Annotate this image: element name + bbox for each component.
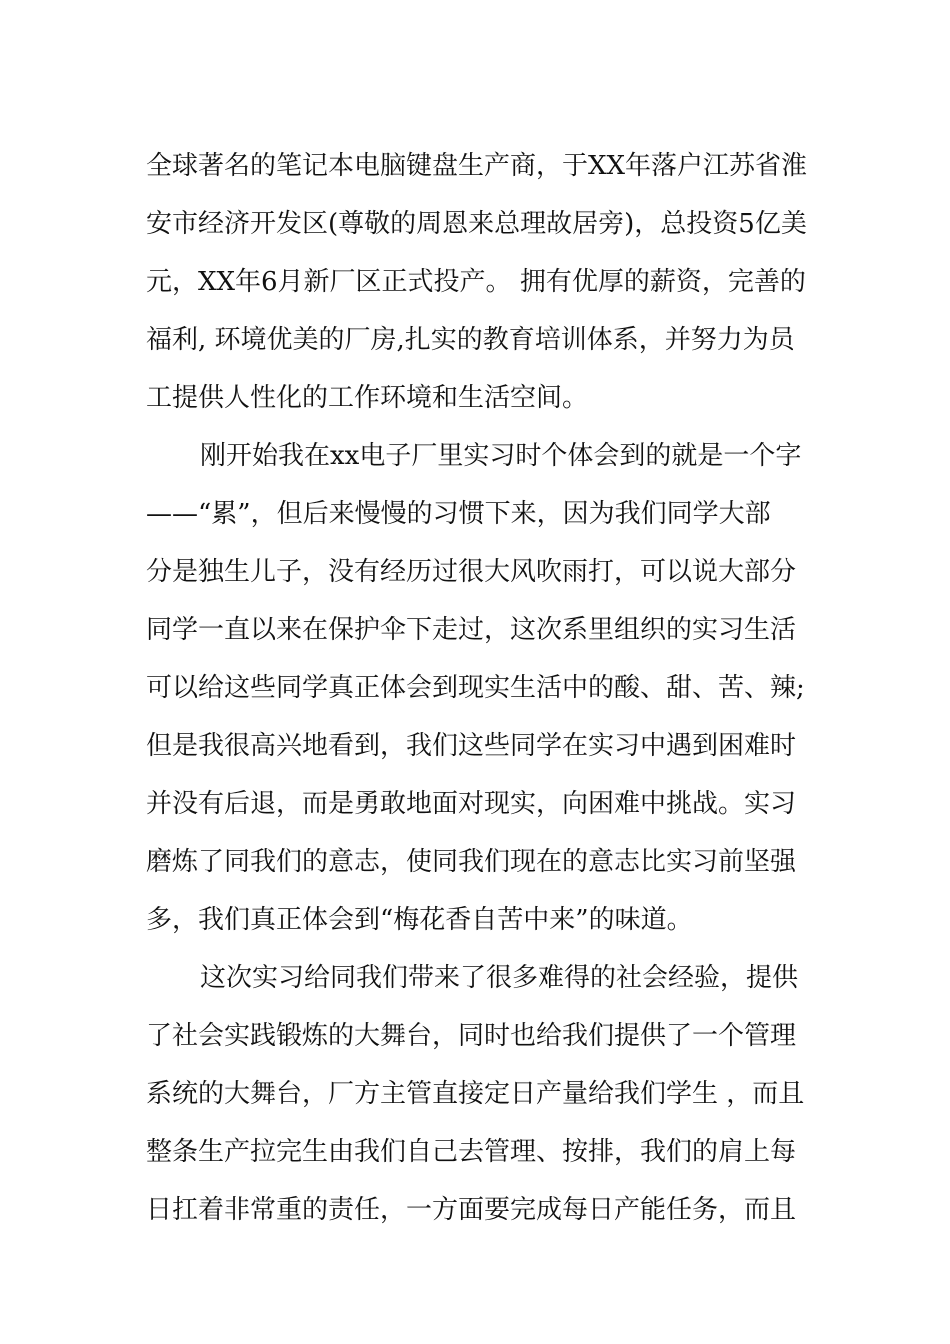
text-line: ——“累”，但后来慢慢的习惯下来，因为我们同学大部 (146, 499, 771, 529)
text-line: 同学一直以来在保护伞下走过，这次系里组织的实习生活 (146, 615, 797, 645)
text-line: 系统的大舞台，厂方主管直接定日产量给我们学生 ，而且 (146, 1079, 805, 1109)
text-line: 整条生产拉完生由我们自己去管理、按排，我们的肩上每 (146, 1137, 797, 1167)
text-line: 元，XX年6月新厂区正式投产。 拥有优厚的薪资，完善的 (146, 267, 806, 297)
paragraph-first-line: 刚开始我在xx电子厂里实习时个体会到的就是一个字 (200, 441, 802, 471)
text-line: 并没有后退，而是勇敢地面对现实，向困难中挑战。实习 (146, 789, 797, 819)
text-line: 了社会实践锻炼的大舞台，同时也给我们提供了一个管理 (146, 1021, 797, 1051)
text-line: 福利, 环境优美的厂房,扎实的教育培训体系，并努力为员 (146, 325, 795, 355)
text-line: 磨炼了同我们的意志，使同我们现在的意志比实习前坚强 (146, 847, 797, 877)
document-body (146, 137, 806, 1239)
text-line: 但是我很高兴地看到，我们这些同学在实习中遇到困难时 (146, 731, 797, 761)
text-line: 全球著名的笔记本电脑键盘生产商，于XX年落户江苏省淮 (146, 151, 808, 181)
text-line: 可以给这些同学真正体会到现实生活中的酸、甜、苦、辣; (146, 673, 805, 703)
text-line: 工提供人性化的工作环境和生活空间。 (146, 383, 589, 413)
text-line: 安市经济开发区(尊敬的周恩来总理故居旁)，总投资5亿美 (146, 209, 807, 239)
paragraph-first-line: 这次实习给同我们带来了很多难得的社会经验，提供 (200, 963, 799, 993)
text-line: 日扛着非常重的责任，一方面要完成每日产能任务，而且 (146, 1195, 797, 1225)
text-line: 多，我们真正体会到“梅花香自苦中来”的味道。 (146, 905, 693, 935)
text-line: 分是独生儿子，没有经历过很大风吹雨打，可以说大部分 (146, 557, 797, 587)
